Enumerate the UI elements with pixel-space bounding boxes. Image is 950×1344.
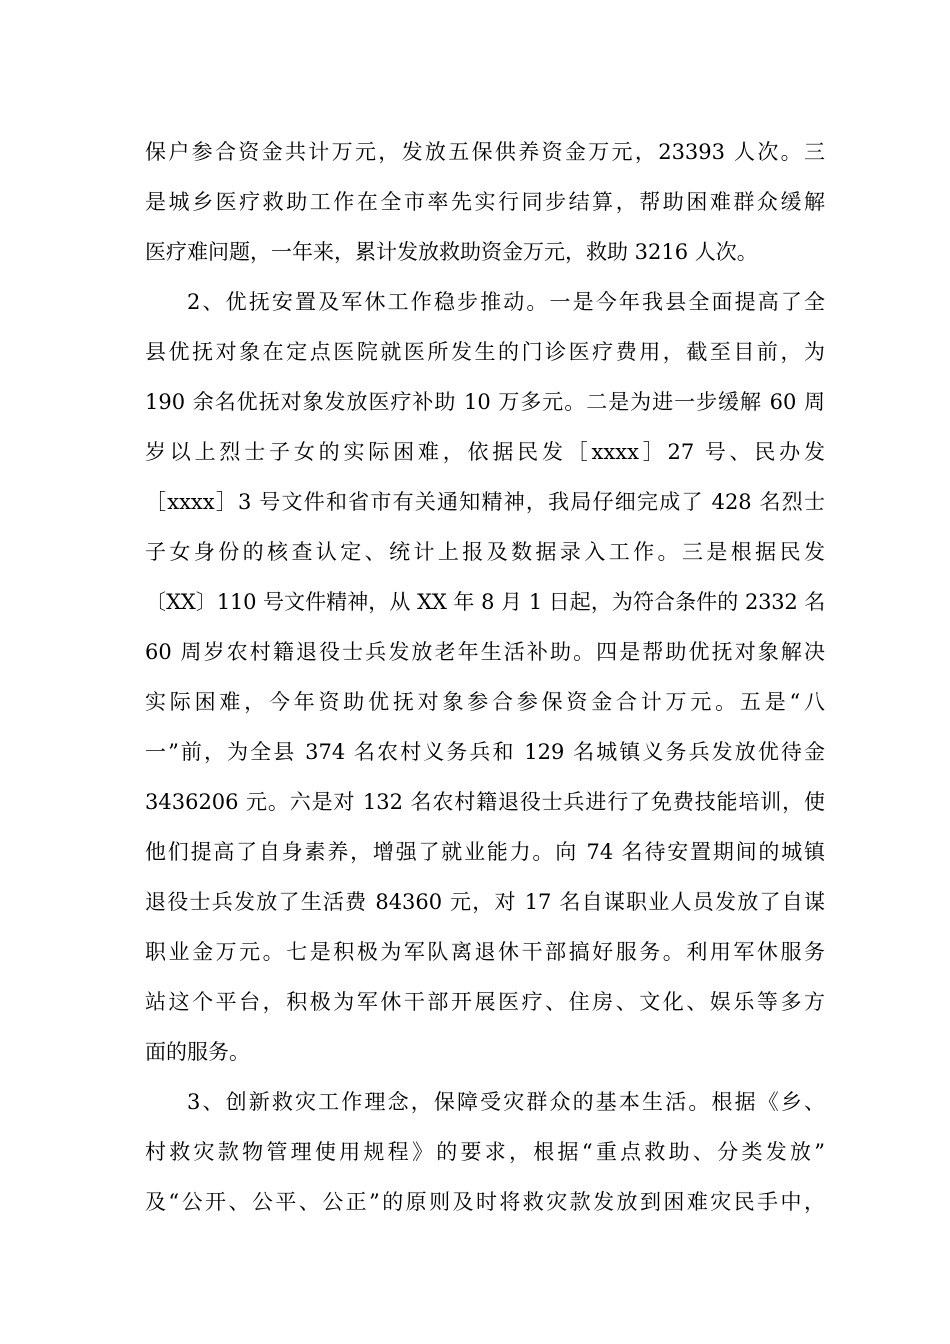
text-line: 2、优抚安置及军休工作稳步推动。一是今年我县全面提高了全 bbox=[187, 290, 825, 314]
text-line: 医疗难问题，一年来，累计发放救助资金万元，救助 3216 人次。 bbox=[145, 240, 758, 264]
text-line: 实际困难，今年资助优抚对象参合参保资金合计万元。五是“八 bbox=[145, 690, 825, 714]
text-line: ［xxxx］3 号文件和省市有关通知精神，我局仔细完成了 428 名烈士 bbox=[145, 490, 825, 514]
text-line: 保户参合资金共计万元，发放五保供养资金万元，23393 人次。三 bbox=[145, 140, 825, 164]
text-line: 县优抚对象在定点医院就医所发生的门诊医疗费用，截至目前，为 bbox=[145, 340, 825, 364]
text-line: 站这个平台，积极为军休干部开展医疗、住房、文化、娱乐等多方 bbox=[145, 990, 825, 1014]
text-line: 一”前，为全县 374 名农村义务兵和 129 名城镇义务兵发放优待金 bbox=[145, 740, 825, 764]
text-line: 村救灾款物管理使用规程》的要求，根据“重点救助、分类发放” bbox=[145, 1140, 825, 1164]
text-line: 岁以上烈士子女的实际困难，依据民发［xxxx］27 号、民办发 bbox=[145, 440, 825, 464]
text-line: 3436206 元。六是对 132 名农村籍退役士兵进行了免费技能培训，使 bbox=[145, 790, 825, 814]
text-line: 他们提高了自身素养，增强了就业能力。向 74 名待安置期间的城镇 bbox=[145, 840, 825, 864]
text-line: 面的服务。 bbox=[145, 1040, 250, 1064]
paragraph bbox=[145, 277, 825, 1077]
text-line: 退役士兵发放了生活费 84360 元，对 17 名自谋职业人员发放了自谋 bbox=[145, 890, 825, 914]
text-line: 60 周岁农村籍退役士兵发放老年生活补助。四是帮助优抚对象解决 bbox=[145, 640, 825, 664]
text-line: 是城乡医疗救助工作在全市率先实行同步结算，帮助困难群众缓解 bbox=[145, 190, 825, 214]
text-line: 〔XX〕110 号文件精神，从 XX 年 8 月 1 日起，为符合条件的 2332 名 bbox=[145, 590, 825, 614]
text-line: 职业金万元。七是积极为军队离退休干部搞好服务。利用军休服务 bbox=[145, 940, 825, 964]
text-line: 3、创新救灾工作理念，保障受灾群众的基本生活。根据《乡、 bbox=[187, 1090, 825, 1114]
paragraph bbox=[145, 127, 825, 277]
paragraph bbox=[145, 1077, 825, 1227]
text-line: 子女身份的核查认定、统计上报及数据录入工作。三是根据民发 bbox=[145, 540, 825, 564]
text-line: 及“公开、公平、公正”的原则及时将救灾款发放到困难灾民手中， bbox=[145, 1190, 825, 1214]
text-line: 190 余名优抚对象发放医疗补助 10 万多元。二是为进一步缓解 60 周 bbox=[145, 390, 825, 414]
document-body bbox=[145, 127, 825, 1227]
